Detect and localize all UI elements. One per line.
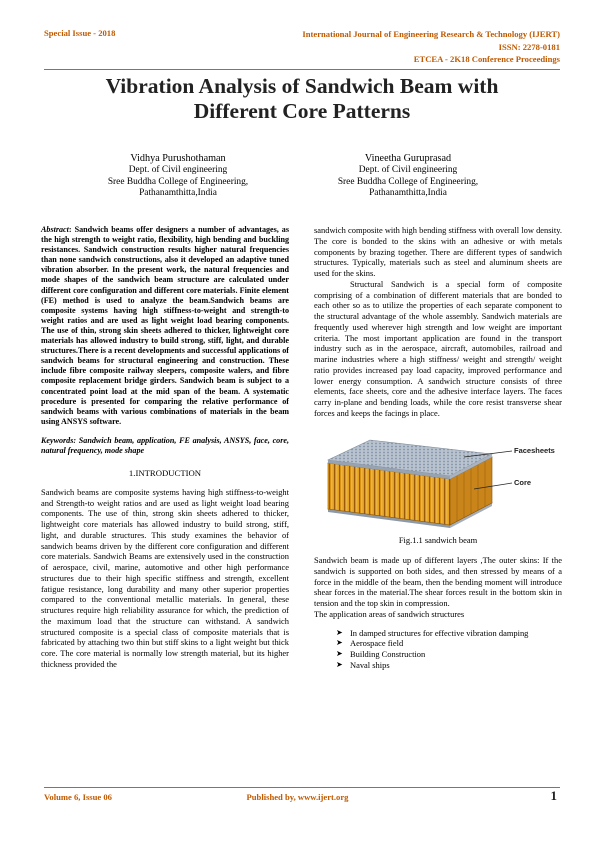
list-item-text: Aerospace field (350, 638, 404, 649)
core-label: Core (514, 477, 532, 487)
author-block-2 (308, 153, 508, 200)
paper-title (44, 74, 560, 124)
abstract-text: : Sandwich beams offer designers a number of advantages, as the high strength to weight ratio, flexibility, high bending and buckling resistances. Sandwich construction results higher natural frequencies than none sandwich constructions, also it developed an adaptive tuned vibration absorber. In the present work, the natural frequencies and mode shapes of the sandwich beam structure are calculated under different core configuration and different core materials. Finite element (FE) method is used to analyze the beam.Sandwich beams are composite systems having high stiffness-to-weight and strength-to weight ratios and are used as light weight load bearing components. The use of thin, strong skin sheets adhered to thicker, lightweight core materials has allowed industry to build strong, stiff, light, and durable structures.There is a recent developments and successful applications of sandwich beams for structural engineering and construction. These include fibre composite railway sleepers, composite walers, and fibre composite replacement bridge girders. Sandwich beam is subject to a concentrated point load at the mid span of the beam. A systematic procedure is presented for comparing the relative performance of sandwich beams with various combinations of materials in the beam using ANSYS software. (41, 225, 289, 426)
abstract-label: Abstract (41, 225, 69, 234)
author-place: Pathanamthitta,India (369, 188, 447, 199)
abstract (41, 225, 289, 427)
author-name: Vidhya Purushothaman (130, 153, 226, 164)
arrow-bullet-icon: ➤ (336, 638, 343, 648)
sandwich-beam-illustration (314, 427, 562, 531)
list-item-text: Naval ships (350, 659, 390, 670)
author-name: Vineetha Guruprasad (364, 153, 452, 164)
paragraph-application-areas: The application areas of sandwich structures (314, 608, 465, 619)
arrow-bullet-icon: ➤ (336, 627, 343, 637)
author-college: Sree Buddha College of Engineering, (107, 176, 249, 187)
paragraph-sandwich-composite: sandwich composite with high bending stiffness with overall low density. The core is bonded to the skins with an adhesive or with metals components by brazing together. There are different types of sandwich structures. Typically, materials such as steel and aluminum sheets are used for the skins. (314, 225, 562, 278)
author-dept: Dept. of Civil engineering (358, 164, 458, 175)
section-heading-introduction: 1.INTRODUCTION (128, 468, 202, 479)
arrow-bullet-icon: ➤ (336, 649, 343, 659)
list-item-text: In damped structures for effective vibration damping (350, 627, 529, 638)
paragraph-structural-sandwich: Structural Sandwich is a special form of composite comprising of a combination of different materials that are bonded to each other so as to utilize the properties of each separate component to the structural advantage of the whole assembly. Sandwich materials are frequently used wherever high strength and low weight are important criteria. The most important application are found in the transport industry such as in the aerospace, aircraft, automobiles, railroad and marine industries where a high stiffness/ weight and strength/ weight ratio provides increased pay load capacity, improved performance and lower energy consumption. A sandwich structure consists of three elements, face sheets, core and the adhesive interface layers. The faces carry in-plane and bending loads, while the core resist transverse shear forces and keeps the facings in place. (314, 278, 562, 418)
footer-divider (44, 787, 560, 788)
figure-caption: Fig.1.1 sandwich beam (398, 534, 478, 545)
keywords: Keywords: Sandwich beam, application, FE analysis, ANSYS, face, core, natural frequency, mode shape (41, 435, 289, 455)
paper-title-line2: Different Core Patterns (193, 99, 411, 123)
arrow-bullet-icon: ➤ (336, 659, 343, 669)
facesheets-label: Facesheets (514, 445, 555, 455)
paper-title-line1: Vibration Analysis of Sandwich Beam with (105, 74, 499, 98)
list-item (336, 660, 562, 671)
list-item (336, 628, 562, 639)
author-block-1 (78, 153, 278, 200)
applications-list (314, 628, 562, 671)
header-journal-name: International Journal of Engineering Research & Technology (IJERT) (302, 29, 560, 39)
list-item-text: Building Construction (350, 649, 426, 660)
author-college: Sree Buddha College of Engineering, (337, 176, 479, 187)
header-conference: ETCEA - 2K18 Conference Proceedings (413, 54, 560, 64)
header-journal-block (302, 28, 560, 66)
left-column (41, 225, 289, 670)
footer-volume: Volume 6, Issue 06 (44, 792, 112, 802)
page-number: 1 (550, 788, 557, 803)
author-place: Pathanamthitta,India (139, 188, 217, 199)
header-divider (44, 69, 560, 70)
footer-publisher: Published by, www.ijert.org (246, 792, 349, 802)
header-issn: ISSN: 2278-0181 (498, 41, 560, 52)
sandwich-beam-figure (314, 427, 562, 531)
right-column (314, 225, 562, 671)
list-item (336, 638, 562, 649)
list-item (336, 649, 562, 660)
author-dept: Dept. of Civil engineering (128, 164, 228, 175)
header-special-issue: Special Issue - 2018 (44, 28, 116, 38)
intro-paragraph: Sandwich beams are composite systems having high stiffness-to-weight and Strength-to weight ratios and are used as light weight load bearing components. The use of thin, strong skin sheets adhered to thicker, lightweight core materials has allowed industry to build strong, stiff, light, and durable structures. This study examines the behavior of sandwich beams driven by the different core configuration and different core materials. Sandwich Beams are extensively used in the construction of aerospace, civil, marine, automotive and other high performance structures due to their high specific stiffness and strength, excellent fatigue resistance, long durability and many other superior properties compared to the conventional metallic materials. In general, these structures require high reliability assurance for which, the prediction of the maximum load that the structure can withstand. A sandwich structured composite is a special class of composite materials that is fabricated by attaching two thin but stiff skins to a light weight but thick core. The core material is normally low strength material, but its higher thickness provided the (41, 486, 289, 669)
paragraph-beam-layers: Sandwich beam is made up of different layers ,The outer skins: If the sandwich is supported on both sides, and then stressed by means of a force in the middle of the beam, then the bending moment will introduce shear forces in the material.The shear forces result in the bottom skin in tension and the top skin in compression. (314, 555, 562, 609)
